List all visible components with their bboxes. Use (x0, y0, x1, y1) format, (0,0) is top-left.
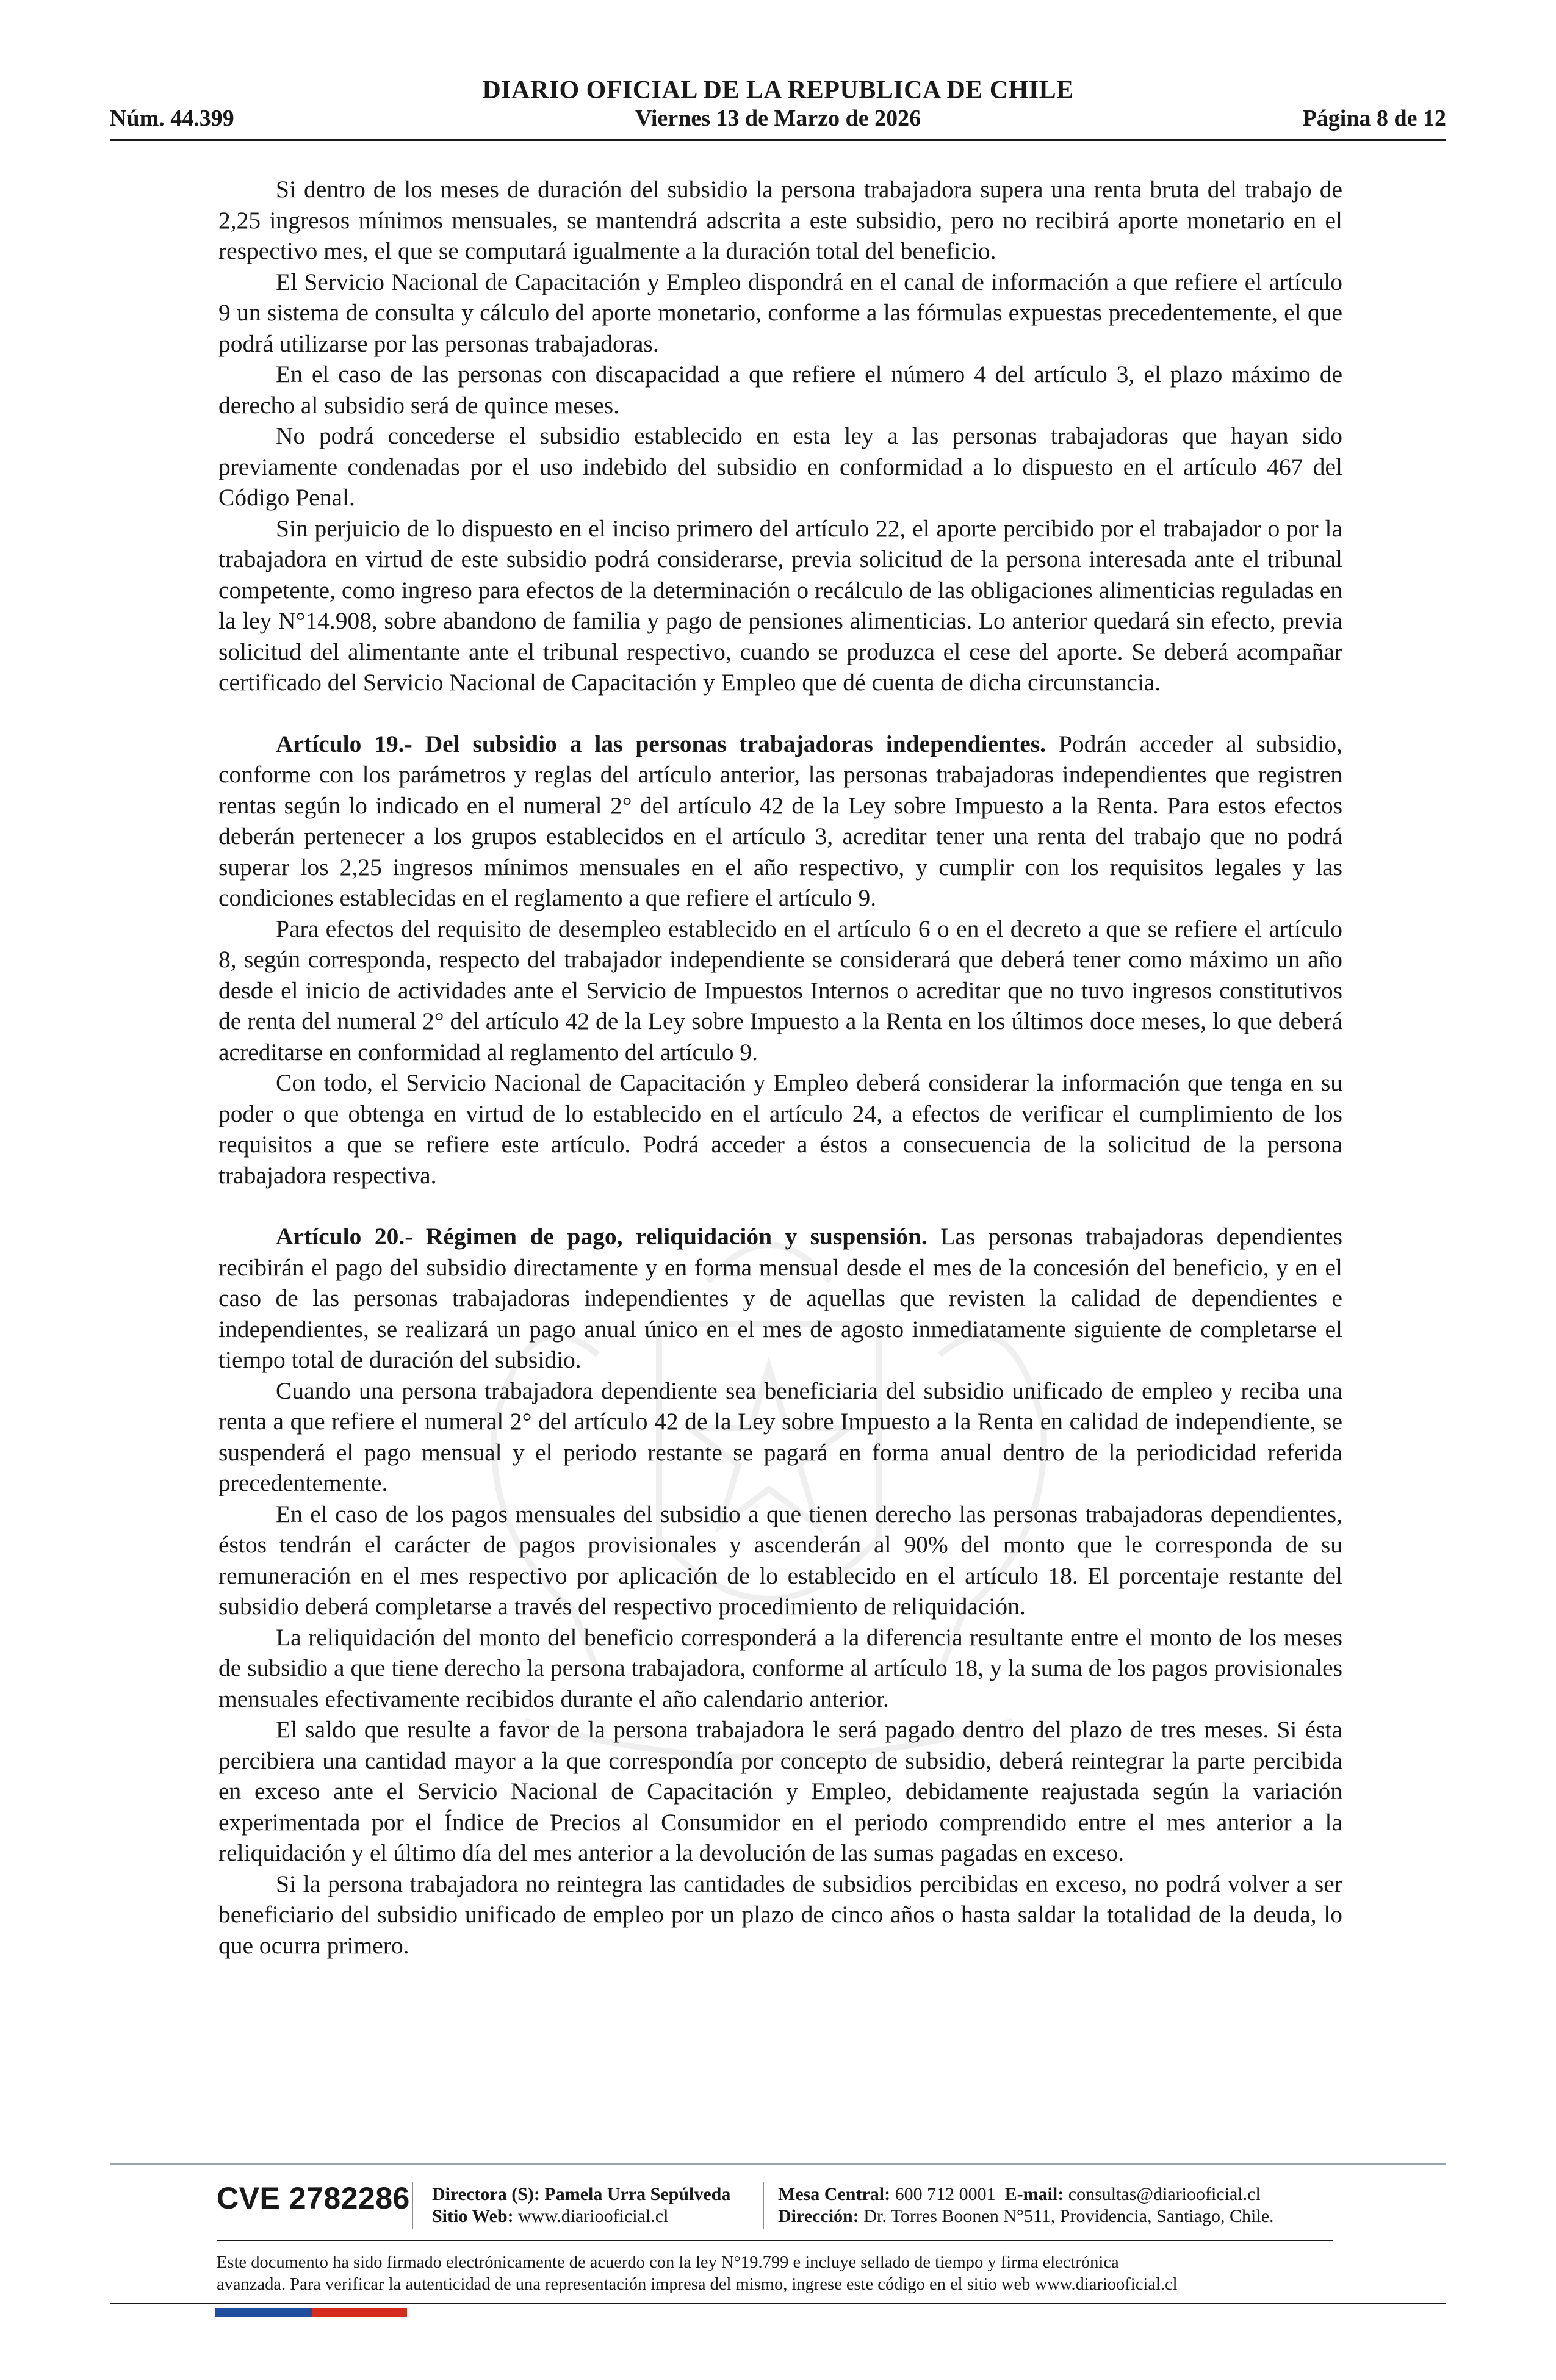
footer-divider-top (110, 2163, 1446, 2165)
signature-notice (217, 2252, 1333, 2296)
article-20-title: Artículo 20.- Régimen de pago, reliquidación y suspensión. (276, 1223, 927, 1250)
paragraph: No podrá concederse el subsidio establecido en esta ley a las personas trabajadoras que hayan sido previamente condenadas por el uso indebido del subsidio en conformidad a lo dispuesto en el artículo 467 del Código Penal. (218, 422, 1342, 511)
flag-color-bar (215, 2308, 407, 2317)
paragraph: Si dentro de los meses de duración del subsidio la persona trabajadora supera una renta bruta del trabajo de 2,25 ingresos mínimos mensuales, se mantendrá adscrita a este subsidio, pero no recibirá aporte monetario en el respectivo mes, el que se computará igualmente a la duración total del beneficio. (218, 176, 1342, 264)
footer-separator (412, 2182, 413, 2229)
footer-divider-mid (217, 2240, 1333, 2241)
header-meta-row (110, 105, 1446, 135)
address-value: Dr. Torres Boonen N°511, Providencia, Santiago, Chile. (863, 2206, 1274, 2226)
document-body (218, 174, 1342, 1961)
paragraph: Con todo, el Servicio Nacional de Capacitación y Empleo deberá considerar la información que tenga en su poder o que obtenga en virtud de lo establecido en el artículo 24, a efectos de verificar el cumplimiento de los requisitos a que se refiere este artículo. Podrá acceder a éstos a consecuencia de la solicitud de la persona trabajadora respectiva. (218, 1069, 1342, 1189)
article-19-title: Artículo 19.- Del subsidio a las personas trabajadoras independientes. (276, 730, 1046, 757)
address-label: Dirección: (778, 2206, 859, 2226)
page-number: Página 8 de 12 (1302, 106, 1446, 131)
phone-label: Mesa Central: (778, 2184, 891, 2204)
phone-value: 600 712 0001 (895, 2184, 996, 2204)
email-link[interactable]: consultas@diariooficial.cl (1068, 2184, 1261, 2204)
footer-separator (763, 2182, 764, 2229)
gazette-title: DIARIO OFICIAL DE LA REPUBLICA DE CHILE (482, 76, 1074, 104)
signature-notice-line: avanzada. Para verificar la autenticidad de una representación impresa del mismo, ingrese este código en el sitio web www.diariooficial.cl (217, 2275, 1178, 2294)
footer-director-block (432, 2183, 730, 2227)
signature-notice-line: Este documento ha sido firmado electrónicamente de acuerdo con la ley N°19.799 e incluye sellado de tiempo y firma electrónica (217, 2253, 1119, 2272)
director-label: Directora (S): (432, 2184, 540, 2204)
page-header (110, 73, 1446, 140)
paragraph: Cuando una persona trabajadora dependiente sea beneficiaria del subsidio unificado de empleo y reciba una renta a que refiere el numeral 2° del artículo 42 de la Ley sobre Impuesto a la Renta en calidad de independiente, se suspenderá el pago mensual y el periodo restante se pagará en forma anual dentro de la periodicidad referida precedentemente. (218, 1377, 1342, 1496)
article-20-text: Las personas trabajadoras dependientes recibirán el pago del subsidio directamente y en forma mensual desde el mes de la concesión del beneficio, y en el caso de las personas trabajadoras independientes y de aquellas que revisten la calidad de dependientes e independientes, se realizará un pago anual único en el mes de agosto inmediatamente siguiente de completarse el tiempo total de duración del subsidio. (218, 1223, 1342, 1373)
footer-contact-block (778, 2183, 1274, 2227)
header-divider (110, 139, 1446, 141)
website-link[interactable]: www.diariooficial.cl (518, 2206, 669, 2226)
cve-code: CVE 2782286 (217, 2181, 410, 2215)
paragraph: Para efectos del requisito de desempleo establecido en el artículo 6 o en el decreto a que se refiere el artículo 8, según corresponda, respecto del trabajador independiente se considerará que deberá tener como máximo un año desde el inicio de actividades ante el Servicio de Impuestos Internos o acreditar que no tuvo ingresos constitutivos de renta del numeral 2° del artículo 42 de la Ley sobre Impuesto a la Renta en los últimos doce meses, lo que deberá acreditarse en conformidad al reglamento del artículo 9. (218, 915, 1342, 1066)
paragraph: En el caso de los pagos mensuales del subsidio a que tienen derecho las personas trabajadoras dependientes, éstos tendrán el carácter de pagos provisionales y ascenderán al 90% del monto que le corresponda de su remuneración en el mes respectivo por aplicación de lo establecido en el artículo 18. El porcentaje restante del subsidio deberá completarse a través del respectivo procedimiento de reliquidación. (218, 1500, 1342, 1620)
article-19-paragraph (218, 729, 1342, 914)
article-20-paragraph (218, 1221, 1342, 1376)
director-name: Pamela Urra Sepúlveda (544, 2184, 731, 2204)
paragraph: El saldo que resulte a favor de la persona trabajadora le será pagado dentro del plazo de tres meses. Si ésta percibiera una cantidad mayor a la que correspondía por concepto de subsidio, deberá reintegrar la parte percibida en exceso ante el Servicio Nacional de Capacitación y Empleo, debidamente reajustada según la variación experimentada por el Índice de Precios al Consumidor en el periodo comprendido entre el mes anterior a la reliquidación y el último día del mes anterior a la devolución de las sumas pagadas en exceso. (218, 1716, 1342, 1866)
email-label: E-mail: (1004, 2184, 1064, 2204)
paragraph: Sin perjuicio de lo dispuesto en el inciso primero del artículo 22, el aporte percibido por el trabajador o por la trabajadora en virtud de este subsidio podrá considerarse, previa solicitud de la persona interesada ante el tribunal competente, como ingreso para efectos de la determinación o recálculo de las obligaciones alimenticias reguladas en la ley N°14.908, sobre abandono de familia y pago de pensiones alimenticias. Lo anterior quedará sin efecto, previa solicitud del alimentante ante el tribunal respectivo, cuando se produzca el cese del aporte. Se deberá acompañar certificado del Servicio Nacional de Capacitación y Empleo que dé cuenta de dicha circunstancia. (218, 514, 1342, 696)
paragraph: Si la persona trabajadora no reintegra las cantidades de subsidios percibidas en exceso, no podrá volver a ser beneficiario del subsidio unificado de empleo por un plazo de cinco años o hasta saldar la totalidad de la deuda, lo que ocurra primero. (218, 1870, 1342, 1959)
issue-number: Núm. 44.399 (110, 106, 234, 131)
article-19-text: Podrán acceder al subsidio, conforme con los parámetros y reglas del artículo anterior, las personas trabajadoras independientes que registren rentas según lo indicado en el numeral 2° del artículo 42 de la Ley sobre Impuesto a la Renta. Para estos efectos deberán pertenecer a los grupos establecidos en el artículo 3, acreditar tener una renta del trabajo que no podrá superar los 2,25 ingresos mínimos mensuales en el año respectivo, y cumplir con los requisitos legales y las condiciones establecidas en el reglamento a que refiere el artículo 9. (218, 730, 1343, 911)
website-label: Sitio Web: (432, 2206, 514, 2226)
issue-date: Viernes 13 de Marzo de 2026 (635, 106, 921, 131)
paragraph: El Servicio Nacional de Capacitación y Empleo dispondrá en el canal de información a que refiere el artículo 9 un sistema de consulta y cálculo del aporte monetario, conforme a las fórmulas expuestas precedentemente, el que podrá utilizarse por las personas trabajadoras. (218, 268, 1342, 357)
flag-red-segment (312, 2308, 407, 2317)
paragraph: La reliquidación del monto del beneficio corresponderá a la diferencia resultante entre el monto de los meses de subsidio a que tiene derecho la persona trabajadora, conforme al artículo 18, y la suma de los pagos provisionales mensuales efectivamente recibidos durante el año calendario anterior. (218, 1623, 1342, 1712)
footer-divider-bottom (110, 2303, 1446, 2304)
paragraph: En el caso de las personas con discapacidad a que refiere el número 4 del artículo 3, el plazo máximo de derecho al subsidio será de quince meses. (218, 361, 1342, 419)
flag-blue-segment (215, 2308, 312, 2317)
